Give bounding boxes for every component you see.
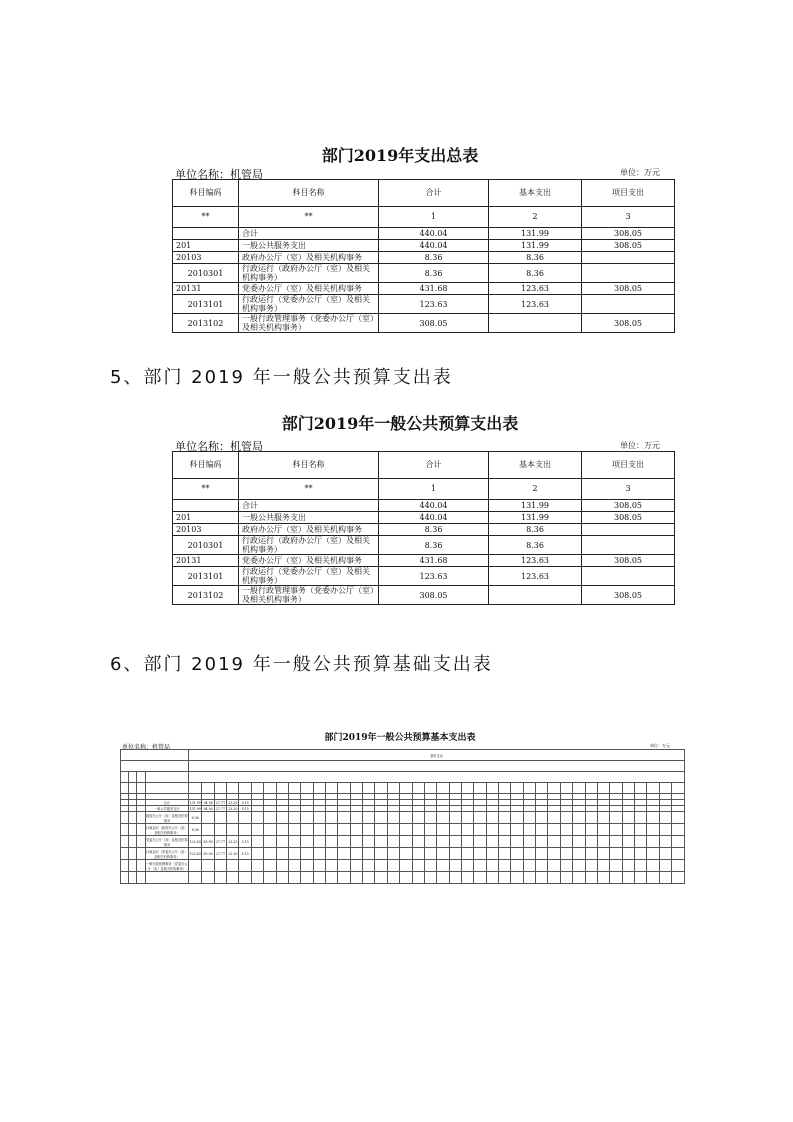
table-cell: 440.04 bbox=[379, 512, 489, 524]
table-cell: 一般公共服务支出 bbox=[239, 512, 379, 524]
table2-header: 科目名称 bbox=[239, 452, 379, 479]
table-cell: 合计 bbox=[239, 228, 379, 240]
table3-wrapper bbox=[120, 749, 685, 942]
table-cell: 8.36 bbox=[189, 812, 202, 824]
table-cell: ** bbox=[239, 207, 379, 228]
table-cell: 123.63 bbox=[489, 283, 582, 295]
table-cell: 党委办公厅（室）及相关机构事务 bbox=[146, 837, 188, 847]
table-row bbox=[173, 240, 675, 252]
table-cell: 131.99 bbox=[489, 240, 582, 252]
table-cell bbox=[582, 264, 675, 283]
table-cell: 123.63 bbox=[489, 555, 582, 567]
table-cell: 2013102 bbox=[173, 586, 239, 605]
table-row bbox=[173, 567, 675, 586]
table-row bbox=[173, 555, 675, 567]
table-cell bbox=[173, 500, 239, 512]
table-cell bbox=[582, 524, 675, 536]
table-cell: 一般公共服务支出 bbox=[145, 806, 188, 812]
table-cell: 5.15 bbox=[239, 800, 251, 806]
table-row bbox=[121, 824, 685, 836]
table3-group-label: 基本支出 bbox=[189, 750, 685, 761]
table-cell bbox=[582, 536, 675, 555]
table-cell: 131.99 bbox=[489, 500, 582, 512]
table-cell: 20103 bbox=[173, 524, 239, 536]
table-row bbox=[173, 524, 675, 536]
table1-header: 项目支出 bbox=[582, 180, 675, 207]
table-cell: 440.04 bbox=[379, 240, 489, 252]
table-cell: 20131 bbox=[173, 283, 239, 295]
table-cell: 8.36 bbox=[379, 524, 489, 536]
table-cell: 131.99 bbox=[189, 800, 201, 805]
table-cell bbox=[489, 314, 582, 333]
table-cell: 27.77 bbox=[215, 806, 225, 811]
table2-header: 科目编码 bbox=[173, 452, 239, 479]
table-cell: 行政运行（政府办公厅（室）及相关机构事务） bbox=[239, 264, 379, 283]
table-cell: 行政运行（政府办公厅（室）及相关机构事务） bbox=[146, 825, 188, 835]
table-cell: 5.15 bbox=[239, 806, 251, 812]
table-row bbox=[121, 836, 685, 848]
table-row bbox=[173, 283, 675, 295]
table-cell: 5.15 bbox=[239, 848, 251, 860]
table-cell bbox=[582, 295, 675, 314]
table1-header: 合计 bbox=[379, 180, 489, 207]
table-cell: 1 bbox=[379, 207, 489, 228]
table-cell: 440.04 bbox=[379, 228, 489, 240]
table-row bbox=[173, 295, 675, 314]
table-cell: 201 bbox=[173, 512, 239, 524]
table-cell: 94.56 bbox=[203, 800, 213, 805]
table-cell: 行政运行（政府办公厅（室）及相关机构事务） bbox=[239, 536, 379, 555]
table-cell: 308.05 bbox=[582, 228, 675, 240]
table-cell: 2013101 bbox=[173, 567, 239, 586]
table-cell: 政府办公厅（室）及相关机构事务 bbox=[146, 813, 188, 823]
table-row bbox=[173, 252, 675, 264]
table3-unit-name: 单位名称：机管局 bbox=[122, 744, 171, 751]
table-cell: 政府办公厅（室）及相关机构事务 bbox=[239, 524, 379, 536]
table2-title: 部门2019年一般公共预算支出表 bbox=[281, 414, 519, 433]
table-cell: 党委办公厅（室）及相关机构事务 bbox=[239, 555, 379, 567]
table3-group-row bbox=[121, 750, 685, 761]
table3 bbox=[120, 749, 685, 884]
table-cell: 一般行政管理事务（党委办公厅（室）及相关机构事务） bbox=[239, 586, 379, 605]
table-cell: 8.36 bbox=[189, 824, 202, 836]
table1-header-row bbox=[173, 180, 675, 207]
table1-header: 科目名称 bbox=[239, 180, 379, 207]
table-cell: 308.05 bbox=[582, 555, 675, 567]
table-cell: 20131 bbox=[173, 555, 239, 567]
table-cell: 308.05 bbox=[379, 314, 489, 333]
table-cell: 23.20 bbox=[228, 806, 238, 811]
table2-header: 基本支出 bbox=[489, 452, 582, 479]
table-cell: 308.05 bbox=[582, 586, 675, 605]
table-cell: 27.77 bbox=[215, 800, 225, 805]
table2 bbox=[172, 451, 675, 605]
table-cell: 1 bbox=[379, 479, 489, 500]
table-cell: 308.05 bbox=[582, 314, 675, 333]
table-cell bbox=[489, 586, 582, 605]
table-cell: ** bbox=[173, 207, 239, 228]
table-cell: ** bbox=[239, 479, 379, 500]
table-cell: 党委办公厅（室）及相关机构事务 bbox=[239, 283, 379, 295]
table-cell: 123.63 bbox=[379, 295, 489, 314]
table-cell: 8.36 bbox=[379, 252, 489, 264]
table-row bbox=[173, 536, 675, 555]
table-cell: 一般行政管理事务（党委办公厅（室）及相关机构事务） bbox=[146, 861, 188, 871]
table-cell: 合计 bbox=[145, 800, 188, 806]
table1-header: 科目编码 bbox=[173, 180, 239, 207]
table-cell bbox=[582, 567, 675, 586]
table-cell: 123.63 bbox=[489, 567, 582, 586]
table-cell: 8.36 bbox=[379, 536, 489, 555]
table-cell: 308.05 bbox=[582, 283, 675, 295]
table-cell: 308.05 bbox=[582, 512, 675, 524]
table-cell: 27.77 bbox=[214, 848, 226, 860]
table3-unit-label: 单位：万元 bbox=[650, 743, 670, 748]
table-row bbox=[173, 228, 675, 240]
table-cell: 123.63 bbox=[189, 848, 202, 860]
table-row bbox=[121, 812, 685, 824]
table-cell: 5.15 bbox=[239, 836, 251, 848]
table-cell: 131.99 bbox=[489, 512, 582, 524]
table-cell: 8.36 bbox=[489, 536, 582, 555]
table-cell bbox=[582, 252, 675, 264]
table-cell: 行政运行（党委办公厅（室）及相关机构事务） bbox=[239, 295, 379, 314]
table2-header: 合计 bbox=[379, 452, 489, 479]
table-row bbox=[121, 848, 685, 860]
table-cell: 2010301 bbox=[173, 264, 239, 283]
table-cell: 131.99 bbox=[189, 806, 201, 811]
table3-title: 部门2019年一般公共预算基本支出表 bbox=[324, 733, 476, 743]
table-cell: 2013101 bbox=[173, 295, 239, 314]
table-cell: 94.56 bbox=[203, 806, 213, 811]
table-cell: 23.20 bbox=[228, 800, 238, 805]
table-cell: 3 bbox=[582, 207, 675, 228]
table-cell: ** bbox=[173, 479, 239, 500]
table-cell: 8.36 bbox=[489, 264, 582, 283]
table-cell: 23.20 bbox=[227, 836, 239, 848]
table-cell: 2010301 bbox=[173, 536, 239, 555]
table-cell: 308.05 bbox=[582, 500, 675, 512]
table2-unit-name: 单位名称：机管局 bbox=[175, 440, 263, 453]
table-cell bbox=[189, 860, 202, 872]
table1-title: 部门2019年支出总表 bbox=[321, 146, 479, 165]
table1-unit-name: 单位名称：机管局 bbox=[175, 168, 263, 181]
table-cell: 行政运行（党委办公厅（室）及相关机构事务） bbox=[146, 849, 188, 859]
table-cell: 201 bbox=[173, 240, 239, 252]
table2-header: 项目支出 bbox=[582, 452, 675, 479]
table-row bbox=[173, 500, 675, 512]
table-cell bbox=[173, 228, 239, 240]
table-cell: 23.20 bbox=[227, 848, 239, 860]
table-cell: 131.99 bbox=[489, 228, 582, 240]
table-cell: 2 bbox=[489, 207, 582, 228]
table-cell: 政府办公厅（室）及相关机构事务 bbox=[239, 252, 379, 264]
table-row bbox=[121, 860, 685, 872]
table-cell: 行政运行（党委办公厅（室）及相关机构事务） bbox=[239, 567, 379, 586]
table-cell: 2 bbox=[489, 479, 582, 500]
table1 bbox=[172, 179, 675, 333]
table-cell: 123.63 bbox=[489, 295, 582, 314]
table-row bbox=[173, 586, 675, 605]
table-cell: 8.36 bbox=[379, 264, 489, 283]
table-cell: 27.77 bbox=[214, 836, 226, 848]
table1-index-row bbox=[173, 207, 675, 228]
table-cell: 8.36 bbox=[489, 524, 582, 536]
table-cell: 2013102 bbox=[173, 314, 239, 333]
table-cell: 123.63 bbox=[189, 836, 202, 848]
table-cell: 一般公共服务支出 bbox=[239, 240, 379, 252]
section-heading-5: 5、部门 2019 年一般公共预算支出表 bbox=[110, 367, 453, 388]
table-cell: 3 bbox=[582, 479, 675, 500]
table-row bbox=[173, 512, 675, 524]
table-cell: 308.05 bbox=[379, 586, 489, 605]
table-cell: 440.04 bbox=[379, 500, 489, 512]
table-cell: 8.36 bbox=[489, 252, 582, 264]
table-cell: 308.05 bbox=[582, 240, 675, 252]
table2-unit-label: 单位：万元 bbox=[620, 441, 660, 450]
table1-header: 基本支出 bbox=[489, 180, 582, 207]
table-cell: 123.63 bbox=[379, 567, 489, 586]
table-cell: 一般行政管理事务（党委办公厅（室）及相关机构事务） bbox=[239, 314, 379, 333]
table2-header-row bbox=[173, 452, 675, 479]
table-cell: 431.68 bbox=[379, 555, 489, 567]
table-row bbox=[173, 264, 675, 283]
section-heading-6: 6、部门 2019 年一般公共预算基础支出表 bbox=[110, 654, 493, 675]
table-cell: 20103 bbox=[173, 252, 239, 264]
table-cell: 85.90 bbox=[202, 836, 214, 848]
table-row bbox=[173, 314, 675, 333]
table2-index-row bbox=[173, 479, 675, 500]
table-cell: 合计 bbox=[239, 500, 379, 512]
table-cell: 85.90 bbox=[202, 848, 214, 860]
table-cell: 431.68 bbox=[379, 283, 489, 295]
table1-unit-label: 单位：万元 bbox=[620, 168, 660, 177]
